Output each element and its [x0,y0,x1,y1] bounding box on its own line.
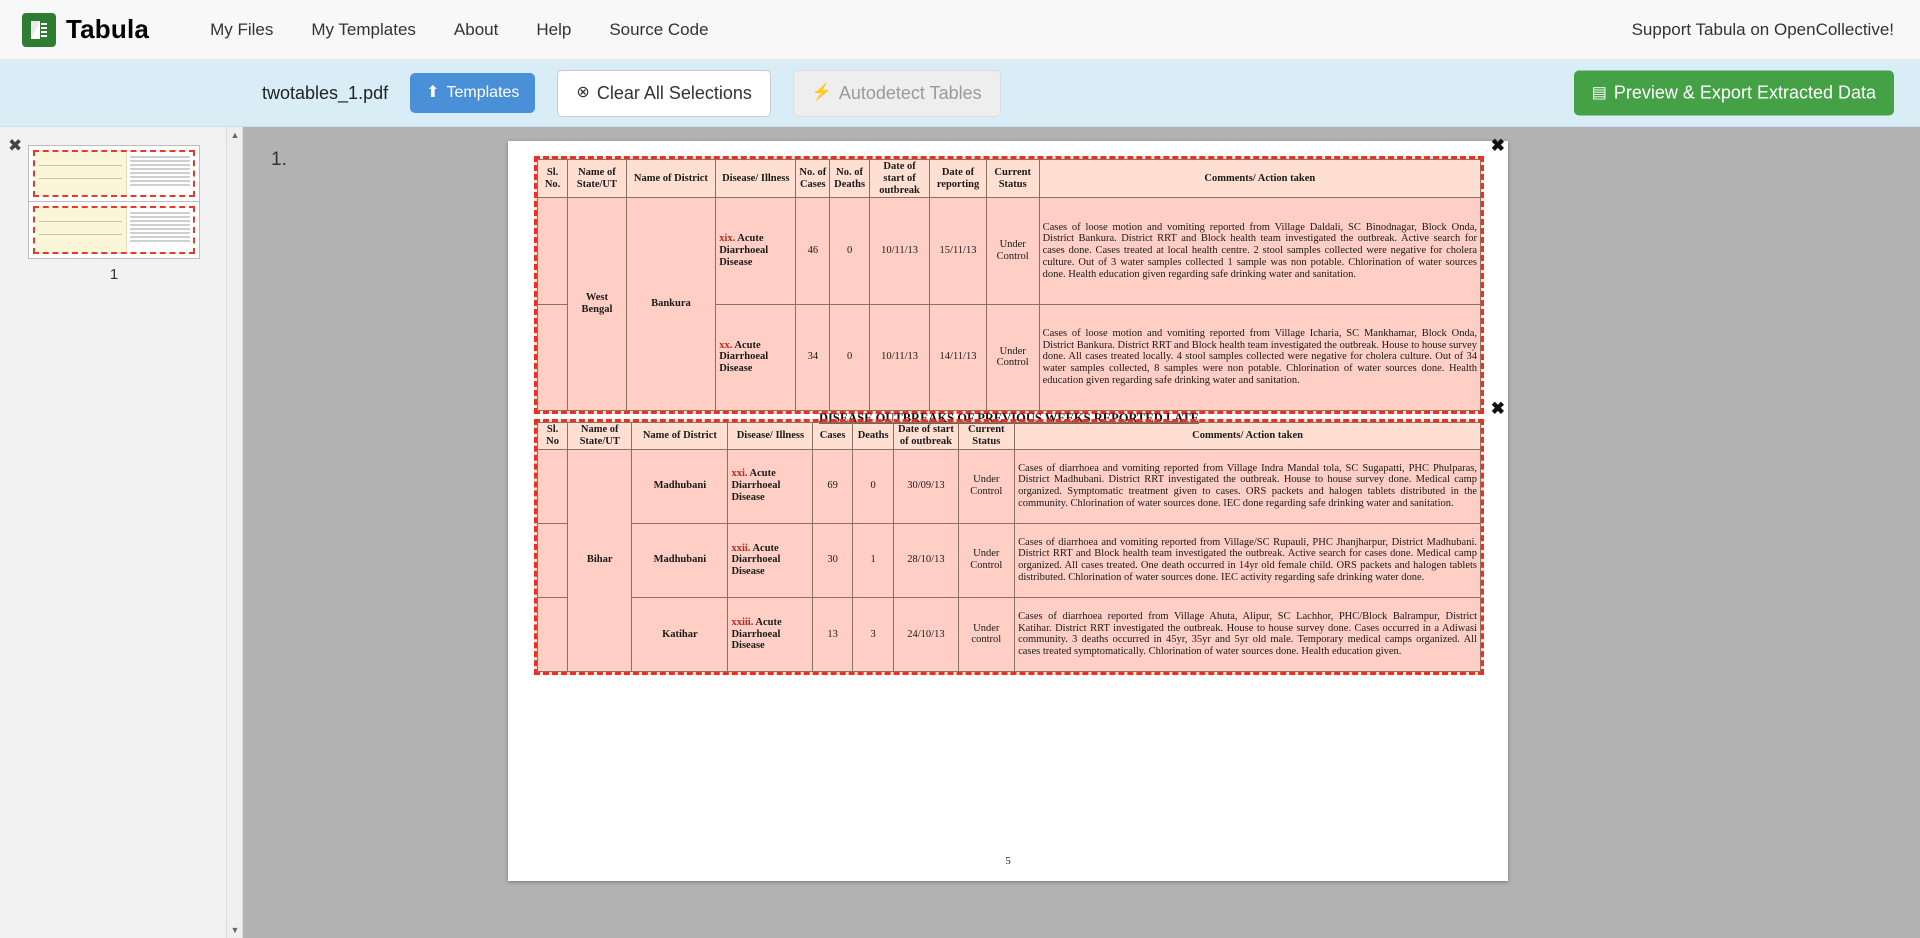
page-item-index: 1. [271,149,287,170]
cell-deaths: 3 [852,597,893,671]
th-deaths: No. of Deaths [830,160,870,198]
cell-district: Katihar [632,597,728,671]
cell-disease [728,449,813,523]
th-state: Name of State/UT [568,160,626,198]
cell-state: Bihar [568,449,632,672]
disease-name: Acute Diarrhoeal Disease [731,468,781,503]
cell-report-date: 14/11/13 [930,304,987,410]
cell-status: Under Control [986,198,1039,304]
cell-cases: 30 [813,523,853,597]
close-icon[interactable]: ✖ [1490,399,1505,418]
row-numeral: xxii. [731,542,751,554]
cell-cases: 69 [813,449,853,523]
cell-district: Bankura [626,198,716,411]
templates-button-label: Templates [446,84,520,101]
cell-deaths: 1 [852,523,893,597]
cell-start-date: 24/10/13 [894,597,958,671]
cell-deaths: 0 [852,449,893,523]
cell-status: Under Control [958,449,1015,523]
nav-link-help[interactable]: Help [536,19,572,39]
cell-district: Madhubani [632,449,728,523]
autodetect-button-label: Autodetect Tables [838,82,982,103]
th-deaths: Deaths [852,423,893,450]
autodetect-tables-button[interactable] [793,70,1001,117]
th-start: Date of start of outbreak [869,160,929,198]
page-thumbnail-sidebar [0,127,243,938]
disease-name: Acute Diarrhoeal Disease [719,339,769,375]
th-start: Date of start of outbreak [894,423,958,450]
th-status: Current Status [986,160,1039,198]
cell-deaths: 0 [830,304,870,410]
cell-deaths: 0 [830,198,870,304]
table-row [538,449,1481,523]
pdf-viewer [243,127,1920,938]
sidebar-scrollbar[interactable] [226,127,242,938]
pdf-page[interactable] [508,136,1508,881]
th-sl-no: Sl. No. [538,160,568,198]
file-name-label: twotables_1.pdf [262,82,389,103]
th-comments: Comments/ Action taken [1039,160,1480,198]
th-state: Name of State/UT [568,423,632,450]
support-link[interactable]: Support Tabula on OpenCollective! [1631,19,1894,39]
cell-cases: 34 [796,304,830,410]
nav-link-my-files[interactable]: My Files [210,19,274,39]
cell-disease [728,523,813,597]
disease-name: Acute Diarrhoeal Disease [731,542,781,578]
circle-x-icon: ⊗ [576,84,590,101]
extracted-table-2 [537,422,1481,672]
tabula-logo-icon [22,13,56,47]
close-icon[interactable]: ✖ [8,136,23,155]
th-district: Name of District [632,423,728,450]
cell-district: Madhubani [632,523,728,597]
clear-button-label: Clear All Selections [596,82,752,103]
cell-start-date: 10/11/13 [869,198,929,304]
row-numeral: xxi. [731,468,748,480]
th-status: Current Status [958,423,1015,450]
row-numeral: xix. [719,233,736,245]
cell-cases: 13 [813,597,853,671]
th-cases: Cases [813,423,853,450]
cell-disease [728,597,813,671]
table-row [538,597,1481,671]
table-selection-1[interactable] [534,136,1505,414]
th-disease: Disease/ Illness [728,423,813,450]
cell-status: Under Control [986,304,1039,410]
nav-link-source-code[interactable]: Source Code [609,19,709,39]
table-row [538,523,1481,597]
chevron-down-icon[interactable]: ▼ [227,922,243,938]
table-header-row [538,160,1481,198]
cell-start-date: 30/09/13 [894,449,958,523]
th-cases: No. of Cases [796,160,830,198]
lightning-icon: ⚡ [811,84,832,101]
th-disease: Disease/ Illness [716,160,796,198]
workspace [0,127,1920,938]
cell-disease [716,304,796,410]
th-reporting: Date of reporting [930,160,987,198]
cell-state: West Bengal [568,198,626,411]
chevron-up-icon[interactable]: ▲ [227,127,243,143]
th-sl-no: Sl. No [538,423,568,450]
cell-sl-no [538,304,568,410]
page-thumbnail[interactable] [28,145,200,202]
cell-comments: Cases of diarrhoea reported from Village Ahuta, Alipur, SC Lachhor, PHC/Block Balrampur, District Katihar. District RRT investigated the outbreak. House to house survey done. Cases occurred in a Adiwasi community. 3 deaths occurred in 45yr, 35yr and 5yr old male. Temporary medical camps organized. All cases treated symptomatically. Chlorination of water sources done. Health education given. [1015,597,1481,671]
templates-button[interactable] [410,73,535,113]
th-district: Name of District [626,160,716,198]
cell-report-date: 15/11/13 [930,198,987,304]
cell-sl-no [538,449,568,523]
export-button-label: Preview & Export Extracted Data [1613,82,1876,103]
cell-status: Under Control [958,523,1015,597]
cell-disease [716,198,796,304]
disease-name: Acute Diarrhoeal Disease [719,233,769,268]
clear-all-selections-button[interactable] [557,70,770,117]
thumbnail-page-number: 1 [109,266,119,283]
page-thumbnail[interactable] [28,202,200,259]
table-row [538,198,1481,304]
brand-name: Tabula [66,14,150,44]
cell-start-date: 10/11/13 [869,304,929,410]
document-toolbar [0,60,1920,127]
brand[interactable] [22,13,149,47]
top-navbar [0,0,1920,60]
cell-start-date: 28/10/13 [894,523,958,597]
cell-cases: 46 [796,198,830,304]
cell-comments: Cases of diarrhoea and vomiting reported from Village Indra Mandal tola, SC Sugapatti, PHC Phulparas, District Madhubani. District RRT investigated the outbreak. House to house survey done. Medical camp organized. Symptomatic treatment given to cases. ORS packets and halogen tablets distributed in the community. Chlorination of water sources done. IEC done regarding safe drinking water and sanitation. [1015,449,1481,523]
cell-comments: Cases of diarrhoea and vomiting reported from Village/SC Rupauli, PHC Jhanjharpur, District Madhubani. District RRT and Block health team investigated the outbreak. Active search for cases done. Medical camp organized. All cases treated. One death occurred in 14yr old female child. ORS packets and halogen tablets distributed. Chlorination of water sources done. IEC activity regarding safe drinking water done. [1015,523,1481,597]
row-numeral: xx. [719,339,733,351]
disease-name: Acute Diarrhoeal Disease [731,616,782,652]
cell-sl-no [538,198,568,304]
upload-icon: ⬆ [426,84,440,101]
pdf-page-footer: 5 [1005,855,1011,867]
cell-status: Under control [958,597,1015,671]
table-header-row [538,423,1481,450]
section-title: DISEASE OUTBREAKS OF PREVIOUS WEEKS REPORTED LATE [819,411,1199,425]
cell-comments: Cases of loose motion and vomiting reported from Village Daldali, SC Binodnagar, Block Onda, District Bankura. District RRT and Block health team investigated the outbreak. Active search for cases done. Cases treated at local health centre. 2 stool samples collected were negative for cholera culture. Out of 3 water samples collected 1 sample was non potable. Chlorination of water sources done. Health education given regarding safe drinking water and sanitation. [1039,198,1480,304]
close-icon[interactable]: ✖ [1490,136,1505,155]
thumbnail-list [0,127,242,283]
cell-sl-no [538,597,568,671]
nav-link-about[interactable]: About [453,19,499,39]
row-numeral: xxiii. [731,616,754,628]
nav-links [191,10,727,50]
extracted-table-1 [537,159,1481,411]
th-comments: Comments/ Action taken [1015,423,1481,450]
preview-export-button[interactable] [1574,71,1894,116]
cell-comments: Cases of loose motion and vomiting reported from Village Icharia, SC Mankhamar, Block Onda, District Bankura. District RRT and Block health team investigated the outbreak. House to house survey done. All cases treated locally. 4 stool samples collected were negative for cholera culture. Out of 34 water samples collected, 8 samples were non potable. Chlorination of water sources done. Health education given regarding safe drinking water and sanitation. [1039,304,1480,410]
cell-sl-no [538,523,568,597]
nav-link-my-templates[interactable]: My Templates [311,19,416,39]
table-icon: ▤ [1591,84,1607,101]
